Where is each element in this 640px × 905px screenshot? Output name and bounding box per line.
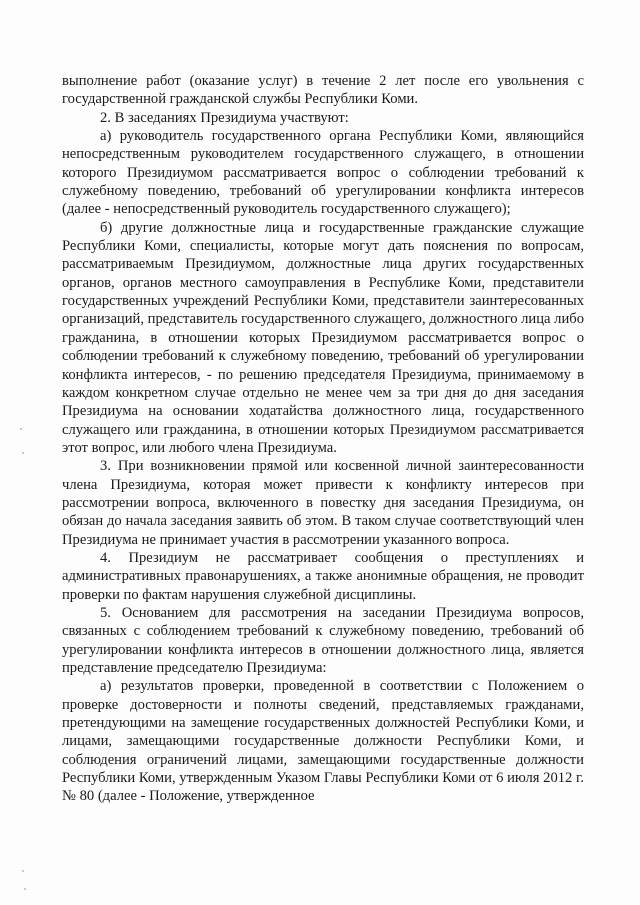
- paragraph-item-2a: а) руководитель государственного органа Республики Коми, являющийся непосредственным руководителем государственного служащего, в отношении которого Президиумом рассматривается вопрос о соблюдении требований к служебному поведению, требований об урегулировании конфликта интересов (далее - непосредственный руководитель государственного служащего);: [62, 128, 584, 218]
- paragraph-item-2: 2. В заседаниях Президиума участвуют:: [100, 109, 349, 126]
- paragraph-item-3: 3. При возникновении прямой или косвенной личной заинтересованности члена Президиума, которая может привести к конфликту интересов при рассмотрении вопроса, включенного в повестку дня заседания Президиума, он обязан до начала заседания заявить об этом. В таком случае соответствующий член Президиума не принимает участия в рассмотрении указанного вопроса.: [62, 458, 584, 548]
- paragraph-item-5a: а) результатов проверки, проведенной в соответствии с Положением о проверке достоверности и полноты сведений, представляемых гражданами, претендующими на замещение государственных должностей Республики Коми, и лицами, замещающими государственные должности Республики Коми, и соблюдения ограничений лицами, замещающими государственные должности Республики Коми, утвержденным Указом Главы Республики Коми от 6 июля 2012 г. № 80 (далее - Положение, утвержденное: [62, 678, 584, 805]
- scan-speck: [24, 888, 26, 890]
- paragraph-continuation: выполнение работ (оказание услуг) в течение 2 лет после его увольнения с государственной гражданской службы Республики Коми.: [62, 73, 584, 108]
- document-body: [62, 72, 584, 806]
- scan-speck: [22, 870, 24, 872]
- paragraph-item-4: 4. Президиум не рассматривает сообщения о преступлениях и административных правонарушениях, а также анонимные обращения, не проводит проверки по фактам нарушения служебной дисциплины.: [62, 549, 584, 603]
- paragraph-item-5: 5. Основанием для рассмотрения на заседании Президиума вопросов, связанных с соблюдением требований к служебному поведению, требований об урегулировании конфликта интересов в отношении должностного лица, является представление председателю Президиума:: [62, 604, 584, 676]
- paragraph-item-2b: б) другие должностные лица и государственные гражданские служащие Республики Коми, специалисты, которые могут дать пояснения по вопросам, рассматриваемым Президиумом, должностные лица других государственных органов, органов местного самоуправления в Республике Коми, представители государственных учреждений Республики Коми, представители заинтересованных организаций, представитель государственного служащего, должностного лица либо гражданина, в отношении которых Президиумом рассматривается вопрос о соблюдении требований к служебному поведению, требований об урегулировании конфликта интересов, - по решению председателя Президиума, принимаемому в каждом конкретном случае отдельно не менее чем за три дня до дня заседания Президиума на основании ходатайства должностного лица, государственного служащего или гражданина, в отношении которых Президиумом рассматривается этот вопрос, или любого члена Президиума.: [62, 219, 584, 456]
- scan-speck: [20, 428, 22, 430]
- scan-speck: [22, 452, 24, 454]
